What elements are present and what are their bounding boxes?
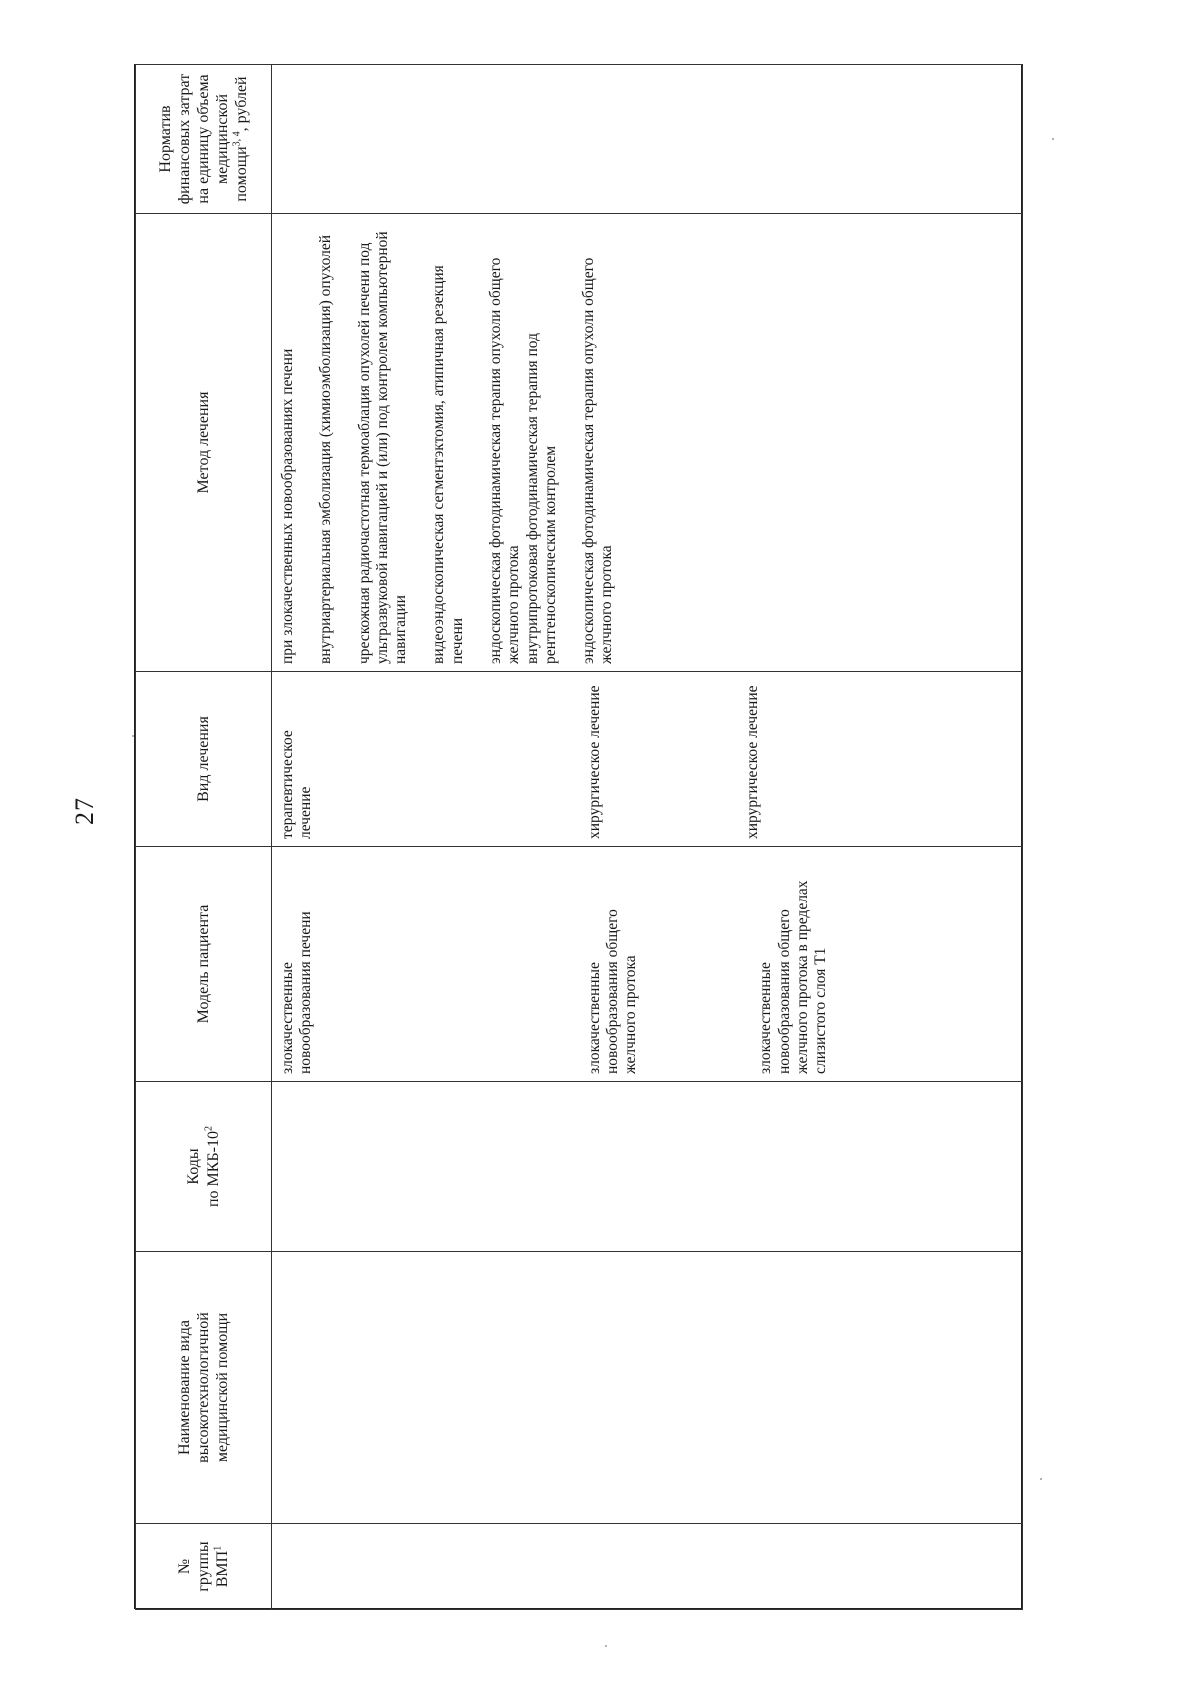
treatment-method-2b: внутрипротоковая фотодинамическая терапия под рентгеноскопическим контролем bbox=[523, 333, 559, 664]
treatment-type-3: хирургическое лечение bbox=[743, 685, 761, 839]
treatment-method-1c: чрескожная радиочастотная термоаблация опухолей печени под ультразвуковой навигацией и (или) под контролем компьютерной навигации bbox=[355, 231, 410, 664]
header-treatment-method: Метод лечения bbox=[136, 214, 272, 672]
cell-vmp-name bbox=[272, 1252, 1023, 1524]
scan-speck bbox=[605, 1645, 607, 1647]
header-vmp-name: Наименование вида высокотехнологичной медицинской помощи bbox=[136, 1252, 272, 1524]
treatment-type-2: хирургическое лечение bbox=[585, 685, 603, 839]
scan-speck bbox=[132, 735, 134, 737]
cell-cost-norm bbox=[272, 65, 1023, 214]
treatment-method-2a: эндоскопическая фотодинамическая терапия опухоли общего желчного протока bbox=[486, 257, 523, 664]
patient-model-2: злокачественные новообразования общего желчного протока bbox=[585, 909, 640, 1074]
cell-patient-model bbox=[272, 847, 1023, 1082]
header-treatment-type: Вид лечения bbox=[136, 672, 272, 847]
treatment-type-1: терапевтическое лечение bbox=[279, 730, 315, 839]
patient-model-3: злокачественные новообразования общего желчного протока в пределах слизистого слоя Т1 bbox=[757, 880, 830, 1074]
treatment-method-3a: эндоскопическая фотодинамическая терапия опухоли общего желчного протока bbox=[580, 257, 616, 664]
treatment-method-1b: внутриартериальная эмболизация (химиоэмболизация) опухолей bbox=[317, 234, 335, 664]
treatment-method-1a: при злокачественных новообразованиях печени bbox=[279, 348, 296, 664]
patient-model-1: злокачественные новообразования печени bbox=[279, 911, 315, 1074]
scan-speck bbox=[1052, 138, 1054, 140]
header-patient-model: Модель пациента bbox=[136, 847, 272, 1082]
treatment-table bbox=[134, 64, 1022, 1609]
table-row bbox=[272, 65, 1023, 1610]
treatment-method-1d: видеоэндоскопическая сегментэктомия, атипичная резекция печени bbox=[430, 265, 466, 664]
cell-treatment-method bbox=[272, 214, 1023, 672]
cell-icd-codes bbox=[272, 1082, 1023, 1252]
header-icd-codes: Коды по МКБ-$10^2$ bbox=[136, 1082, 272, 1252]
scan-speck bbox=[1040, 1478, 1042, 1480]
header-cost-norm: Норматив финансовых затрат на единицу объема медицинской помощи$^{3, 4}$, рублей bbox=[136, 65, 272, 214]
page-number: 27 bbox=[70, 797, 99, 825]
header-group-no: № группы ВМП$^1$ bbox=[136, 1524, 272, 1610]
cell-group-no bbox=[272, 1524, 1023, 1610]
treatment-grid bbox=[135, 64, 1023, 1610]
header-row bbox=[136, 65, 272, 1610]
table-rotated-content bbox=[135, 65, 1023, 1610]
cell-treatment-type bbox=[272, 672, 1023, 847]
